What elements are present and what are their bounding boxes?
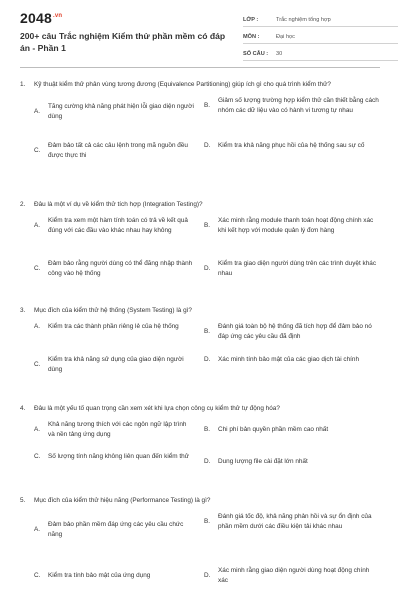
option-letter: D. [204, 572, 211, 579]
meta-label: MÔN : [243, 34, 260, 40]
option-letter: C. [34, 453, 41, 460]
document-meta [243, 10, 398, 61]
option-letter: C. [34, 361, 41, 368]
option-text: Kiểm tra tính bảo mật của ứng dụng [48, 572, 151, 579]
option-text: Tăng cường khả năng phát hiện lỗi giao diện người dùng [48, 103, 194, 120]
option-text: Kiểm tra giao diện người dùng trên các trình duyệt khác nhau [218, 260, 377, 277]
option-letter: A. [34, 426, 41, 433]
option-text: Đảm bảo phần mềm đáp ứng các yêu cầu chức năng [48, 521, 184, 538]
option-letter: B. [204, 328, 211, 335]
option-b[interactable] [204, 216, 380, 236]
option-text: Đánh giá toàn bộ hệ thống đã tích hợp để đảm bảo nó đáp ứng các yêu cầu đã định [218, 323, 372, 340]
question-1 [20, 80, 380, 180]
option-letter: D. [204, 356, 211, 363]
option-letter: A. [34, 323, 41, 330]
logo-main: 2048 [20, 10, 52, 26]
option-text: Dung lượng file cài đặt lớn nhất [218, 458, 308, 465]
question-text: Mục đích của kiểm thử hệ thống (System Testing) là gì? [34, 307, 192, 314]
option-text: Kiểm tra các thành phần riêng lẻ của hệ thống [48, 323, 179, 330]
option-a[interactable] [34, 520, 194, 540]
option-c[interactable] [34, 259, 194, 279]
meta-value: Trắc nghiệm tổng hợp [276, 17, 331, 23]
option-letter: B. [204, 102, 211, 109]
question-number: 4. [20, 405, 26, 412]
option-d[interactable] [204, 141, 380, 151]
option-d[interactable] [204, 259, 380, 279]
meta-class-row [243, 10, 398, 27]
option-text: Số lượng tính năng không liên quan đến kiểm thử [48, 453, 190, 460]
option-text: Xác minh tính bảo mật của các giao dịch tài chính [218, 356, 360, 363]
option-b[interactable] [204, 425, 380, 435]
option-letter: B. [204, 518, 211, 525]
question-5 [20, 496, 380, 600]
meta-subject-row [243, 27, 398, 44]
option-b[interactable] [204, 512, 380, 532]
meta-count-row [243, 44, 398, 61]
question-number: 1. [20, 81, 26, 88]
option-letter: B. [204, 222, 211, 229]
question-text: Đâu là một ví dụ về kiểm thử tích hợp (Integration Testing)? [34, 201, 203, 208]
question-text: Kỹ thuật kiểm thử phân vùng tương đương (Equivalence Partitioning) giúp ích gì cho quá trình kiểm thử? [34, 81, 331, 88]
option-letter: C. [34, 265, 41, 272]
option-d[interactable] [204, 457, 380, 467]
logo-suffix: .vn [52, 13, 63, 20]
option-letter: D. [204, 265, 211, 272]
question-2 [20, 200, 380, 296]
option-text: Giảm số lượng trường hợp kiểm thử cần thiết bằng cách nhóm các dữ liệu vào có hành vi tương tự nhau [218, 97, 379, 114]
option-text: Khả năng tương thích với các ngôn ngữ lập trình và nền tảng ứng dụng [48, 421, 187, 438]
document-header [20, 0, 380, 68]
option-d[interactable] [204, 355, 380, 365]
option-text: Kiểm tra khả năng phục hồi của hệ thống sau sự cố [218, 142, 365, 149]
option-c[interactable] [34, 141, 194, 161]
option-c[interactable] [34, 571, 194, 581]
document-title: 200+ câu Trắc nghiệm Kiểm thử phần mềm có đáp án - Phần 1 [20, 31, 226, 53]
option-letter: D. [204, 142, 211, 149]
option-a[interactable] [34, 420, 194, 440]
option-d[interactable] [204, 566, 380, 586]
question-4 [20, 404, 380, 490]
meta-value: 30 [276, 51, 283, 57]
option-a[interactable] [34, 102, 194, 122]
option-letter: B. [204, 426, 211, 433]
question-text: Mục đích của kiểm thử hiệu năng (Performance Testing) là gì? [34, 497, 211, 504]
option-letter: C. [34, 572, 41, 579]
option-text: Đảm bảo tất cả các câu lệnh trong mã nguồn đều được thực thi [48, 142, 188, 159]
option-text: Kiểm tra xem một hàm tính toán có trả về kết quả đúng với các đầu vào khác nhau hay không [48, 217, 188, 234]
option-text: Đánh giá tốc độ, khả năng phản hồi và sự ổn định của phần mềm dưới các điều kiện tải khác nhau [218, 513, 372, 530]
option-letter: A. [34, 222, 41, 229]
question-number: 2. [20, 201, 26, 208]
meta-value: Đại học [276, 34, 295, 40]
option-letter: A. [34, 526, 41, 533]
option-b[interactable] [204, 322, 380, 342]
option-b[interactable] [204, 96, 380, 116]
question-number: 3. [20, 307, 26, 314]
option-a[interactable] [34, 322, 194, 332]
site-logo[interactable] [20, 10, 62, 26]
meta-label: SỐ CÂU : [243, 51, 269, 57]
option-text: Xác minh rằng giao diện người dùng hoạt động chính xác [218, 567, 370, 584]
meta-label: LỚP : [243, 17, 259, 23]
option-text: Chi phí bản quyền phần mềm cao nhất [218, 426, 329, 433]
option-text: Xác minh rằng module thanh toán hoạt động chính xác khi kết hợp với module quản lý đơn hàng [218, 217, 374, 234]
question-text: Đâu là một yếu tố quan trọng cần xem xét khi lựa chọn công cụ kiểm thử tự động hóa? [34, 405, 280, 412]
option-c[interactable] [34, 452, 194, 462]
option-letter: A. [34, 108, 41, 115]
option-text: Đảm bảo rằng người dùng có thể đăng nhập thành công vào hệ thống [48, 260, 193, 277]
option-text: Kiểm tra khả năng sử dụng của giao diện người dùng [48, 356, 184, 373]
option-letter: D. [204, 458, 211, 465]
question-number: 5. [20, 497, 26, 504]
option-c[interactable] [34, 355, 194, 375]
option-letter: C. [34, 147, 41, 154]
question-3 [20, 306, 380, 392]
option-a[interactable] [34, 216, 194, 236]
